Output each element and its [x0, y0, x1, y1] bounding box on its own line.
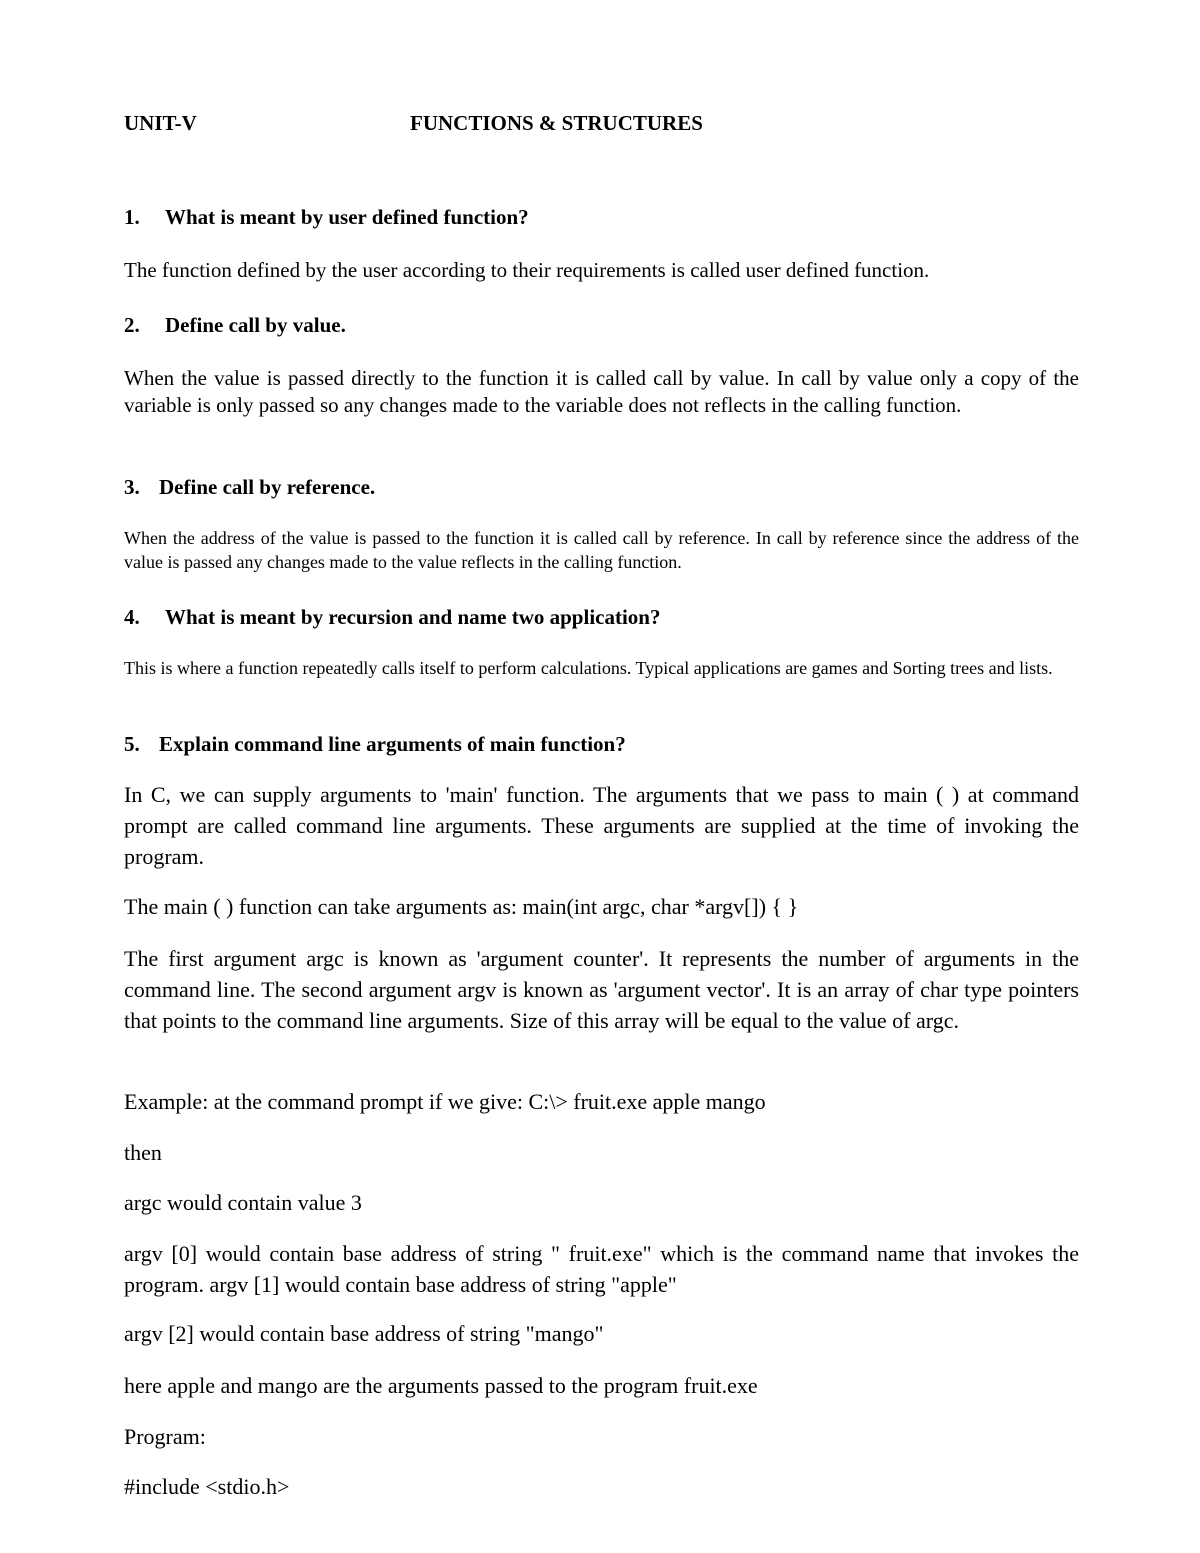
unit-title: FUNCTIONS & STRUCTURES — [410, 111, 703, 135]
question-number: 3. — [124, 475, 140, 499]
answer-3: When the address of the value is passed to the function it is called call by reference. In call by reference since the address of the value is passed any changes made to the value reflects in the calling function. — [124, 528, 1079, 572]
answer-5-main-signature: The main ( ) function can take arguments as: main(int argc, char *argv[]) { } — [124, 894, 799, 919]
question-text: Explain command line arguments of main function? — [159, 732, 626, 756]
question-text: Define call by value. — [165, 313, 346, 337]
answer-5-then: then — [124, 1140, 162, 1165]
question-text: Define call by reference. — [159, 475, 376, 499]
question-4 — [124, 605, 660, 630]
answer-5-here: here apple and mango are the arguments passed to the program fruit.exe — [124, 1373, 758, 1398]
answer-5-include: #include <stdio.h> — [124, 1474, 290, 1499]
question-1 — [124, 205, 529, 230]
question-number: 1. — [124, 205, 140, 229]
question-2 — [124, 313, 346, 338]
answer-5-argv0: argv [0] would contain base address of string " fruit.exe" which is the command name that invokes the program. argv [1] would contain base address of string "apple" — [124, 1241, 1079, 1297]
answer-4: This is where a function repeatedly calls itself to perform calculations. Typical applications are games and Sorting trees and lists. — [124, 658, 1053, 678]
answer-5-argc-value: argc would contain value 3 — [124, 1190, 362, 1215]
question-number: 2. — [124, 313, 140, 337]
answer-5-argv2: argv [2] would contain base address of string "mango" — [124, 1321, 604, 1346]
answer-5-example: Example: at the command prompt if we give: C:\> fruit.exe apple mango — [124, 1089, 766, 1114]
answer-1: The function defined by the user according to their requirements is called user defined function. — [124, 258, 930, 282]
question-text: What is meant by recursion and name two application? — [165, 605, 661, 629]
question-number: 5. — [124, 732, 140, 756]
question-5 — [124, 732, 626, 757]
answer-5-program-label: Program: — [124, 1424, 206, 1449]
unit-label: UNIT-V — [124, 111, 197, 135]
answer-2: When the value is passed directly to the function it is called call by value. In call by value only a copy of the variable is only passed so any changes made to the variable does not reflects in the calling function. — [124, 366, 1079, 417]
question-number: 4. — [124, 605, 140, 629]
question-3 — [124, 475, 375, 500]
question-text: What is meant by user defined function? — [165, 205, 529, 229]
answer-5-argc-argv: The first argument argc is known as 'argument counter'. It represents the number of arguments in the command line. The second argument argv is known as 'argument vector'. It is an array of char type pointers that points to the command line arguments. Size of this array will be equal to the value of argc. — [124, 946, 1079, 1033]
answer-5-intro: In C, we can supply arguments to 'main' function. The arguments that we pass to main ( ) at command prompt are called command line arguments. These arguments are supplied at the time of invoking the program. — [124, 782, 1079, 869]
